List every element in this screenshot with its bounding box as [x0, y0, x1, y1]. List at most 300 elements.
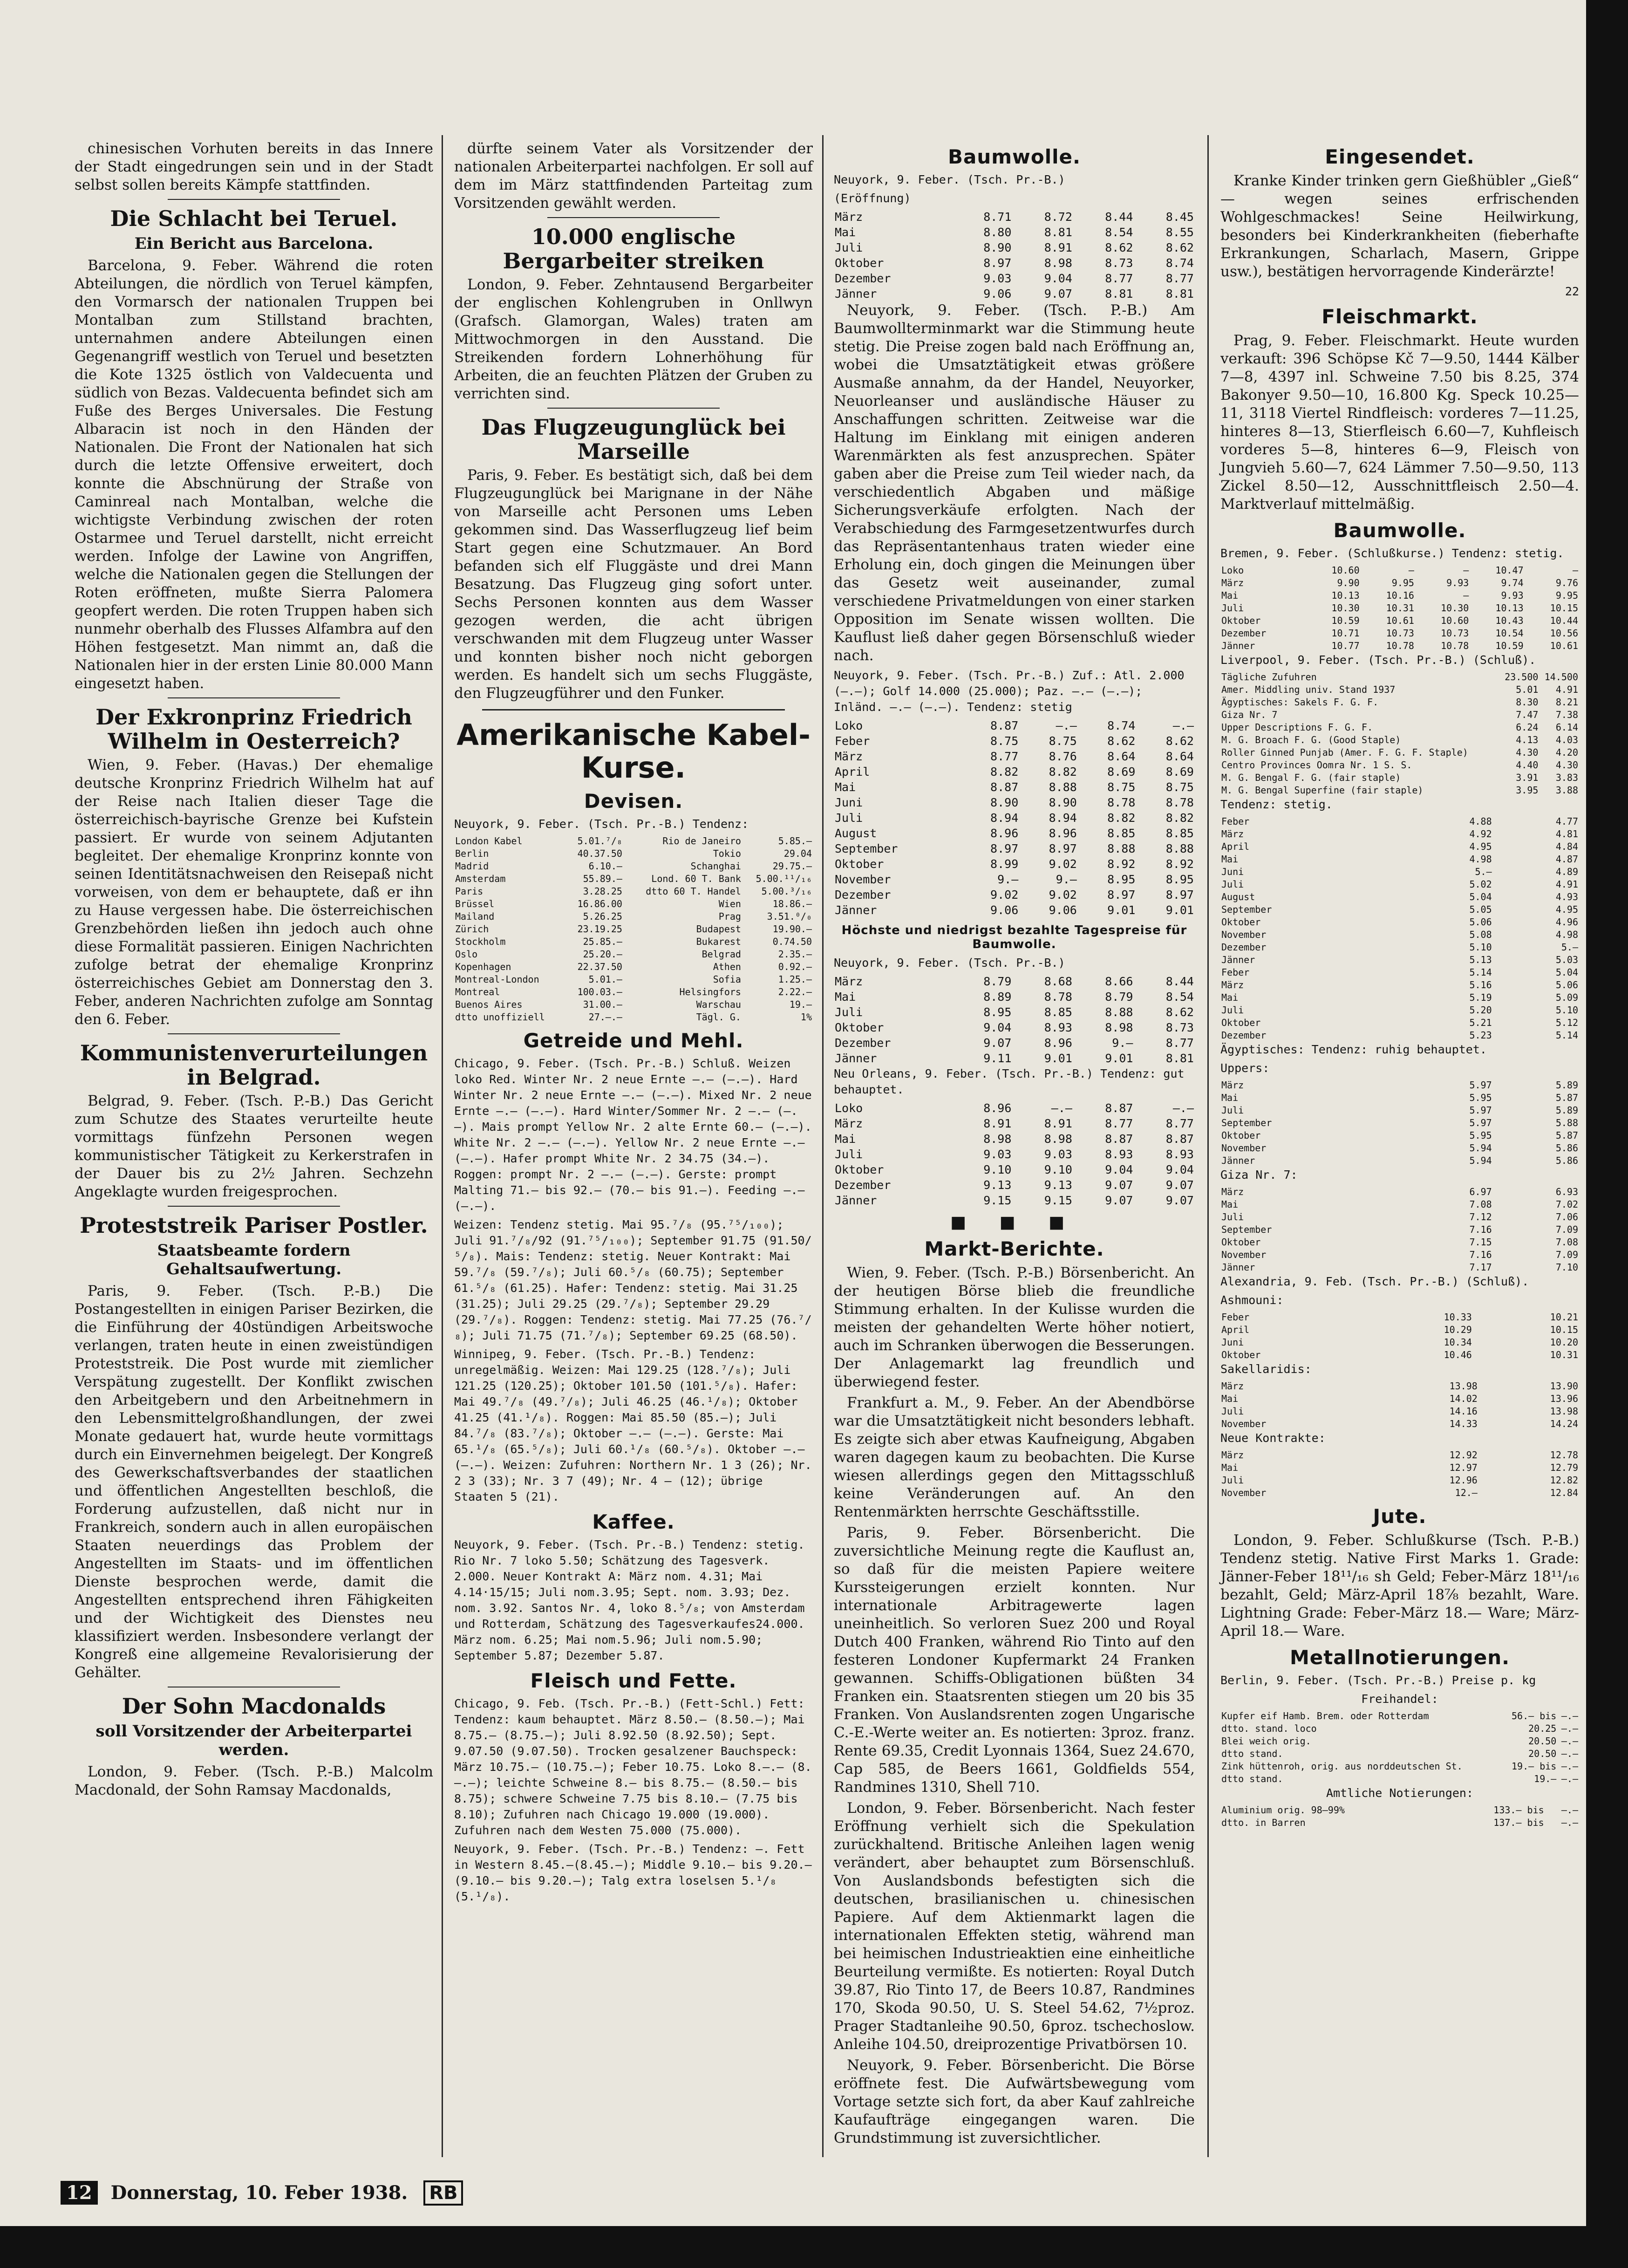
- table-row: [834, 810, 1195, 826]
- table-cell: 5.95: [1469, 1130, 1492, 1141]
- table-cell: 4.98: [1555, 929, 1578, 940]
- table-cell: Dezember: [1221, 1030, 1267, 1041]
- table-cell: 56.— bis: [1512, 1710, 1557, 1721]
- table-cell: 4.40: [1516, 759, 1539, 771]
- table-cell: 8.62: [1105, 241, 1133, 254]
- table-cell: —.—: [1561, 1761, 1578, 1772]
- table-cell: —.—: [1172, 1101, 1194, 1115]
- table-row: [1220, 1393, 1579, 1405]
- table-cell: 7.16: [1469, 1249, 1492, 1260]
- table-cell: 5.13: [1469, 954, 1492, 965]
- article-text: dürfte seinem Vater als Vorsitzender der nationalen Arbeiterpartei nachfolgen. Er soll auf dem im März stattfindenden Parteitag zum Vorsitzenden gewählt werden.: [454, 140, 813, 212]
- table-cell: 8.98: [1105, 1021, 1133, 1034]
- table-cell: Mai: [1221, 1199, 1239, 1210]
- table-cell: 5.89: [1555, 1105, 1578, 1116]
- table-cell: Dezember: [835, 272, 891, 285]
- table-cell: 8.94: [990, 811, 1019, 825]
- table-cell: 5.—: [1475, 866, 1492, 877]
- table-cell: 5.00.³/₁₆: [761, 886, 812, 897]
- table-cell: 9.06: [990, 903, 1019, 917]
- table-row: [1220, 878, 1579, 891]
- uppers-table: [1220, 1079, 1579, 1167]
- table-cell: 5.01.⁷/₈: [577, 835, 622, 847]
- section-subtitle: Devisen.: [584, 790, 683, 813]
- table-cell: 8.82: [990, 765, 1019, 779]
- table-cell: dtto. stand. loco: [1221, 1723, 1317, 1734]
- scan-border: [1586, 0, 1628, 2268]
- table-row: [834, 902, 1195, 918]
- neue-kontrakte-table: [1220, 1449, 1579, 1499]
- table-cell: 10.59: [1331, 615, 1360, 626]
- table-row: [1220, 1117, 1579, 1129]
- table-cell: 8.98: [1044, 256, 1072, 270]
- table-cell: 5.86: [1555, 1142, 1578, 1154]
- divider: [547, 217, 720, 218]
- table-cell: Stockholm: [455, 936, 506, 947]
- table-caption: Alexandria, 9. Feb. (Tsch. Pr.-B.) (Schluß).: [1220, 1275, 1529, 1288]
- table-cell: 7.12: [1469, 1211, 1492, 1223]
- table-row: [834, 795, 1195, 810]
- table-cell: 9.04: [1165, 1163, 1194, 1176]
- table-cell: 4.93: [1555, 891, 1578, 902]
- section-title: Amerikanische Kabel-Kurse.: [456, 718, 811, 785]
- table-row: [1220, 1817, 1579, 1829]
- table-cell: 8.81: [1044, 225, 1072, 239]
- article-text: Paris, 9. Feber. (Tsch. P.-B.) Die Postangestellten in einigen Pariser Bezirken, die die Einführung der 40stündigen Arbeitswoche verlangen, traten heute in einen zweistündigen Proteststreik. Die Post wurde mit ziemlicher Verspätung zugestellt. Der Konflikt zwischen den Arbeitgebern und den Arbeitnehmern in den Lebensmittelgroßhandlungen, der zwei Monate gedauert hat, wurde heute vormittags durch ein Einvernehmen beigelegt. Der Kongreß des Gewerkschaftsverbandes der staatlichen und öffentlichen Angestellten beschloß, die Forderung aufzustellen, daß nicht nur in Frankreich, sondern auch in allen europäischen Staaten neuerdings das Problem der Angestellten im Staats- und im öffentlichen Dienste besprochen werde, damit die Angestellten entsprechend ihren Fähigkeiten und der Wichtigkeit des Dienstes neu klassifiziert werden. Insbesondere verlangt der Kongreß eine allgemeine Revalorisierung der Gehälter.: [75, 1283, 433, 1681]
- table-cell: —: [1408, 565, 1414, 576]
- table-cell: 8.91: [983, 1117, 1012, 1130]
- table-cell: 4.13: [1516, 734, 1539, 745]
- table-cell: 8.85: [1165, 827, 1194, 840]
- table-cell: 8.55: [1165, 225, 1194, 239]
- table-cell: 10.77: [1331, 640, 1360, 651]
- table-cell: Juli: [1221, 1406, 1244, 1417]
- table-cell: Juli: [835, 1148, 863, 1161]
- headline: Das Flugzeugunglück bei Marseille: [481, 415, 786, 464]
- table-cell: 8.89: [983, 990, 1012, 1004]
- table-cell: Blei weich orig.: [1221, 1735, 1311, 1747]
- table-cell: Jänner: [835, 287, 877, 301]
- table-cell: Dezember: [1221, 942, 1267, 953]
- table-cell: März: [1221, 979, 1244, 991]
- table-cell: 10.30: [1331, 602, 1360, 614]
- table-cell: 9.07: [1105, 1194, 1133, 1207]
- table-cell: 19.—: [1534, 1773, 1557, 1784]
- table-cell: 9.95: [1555, 590, 1578, 601]
- table-cell: 2.35.—: [778, 949, 812, 960]
- table-cell: 9.06: [1049, 903, 1077, 917]
- table-cell: 5.95: [1469, 1092, 1492, 1103]
- table-cell: 9.—: [1056, 873, 1077, 886]
- table-row: [834, 974, 1195, 989]
- table-cell: 5.20: [1469, 1004, 1492, 1016]
- table-cell: dtto 60 T. Handel: [646, 886, 741, 897]
- table-cell: Bukarest: [696, 936, 741, 947]
- table-cell: 10.54: [1495, 628, 1524, 639]
- table-cell: 9.—: [1112, 1036, 1133, 1050]
- table-cell: —.—: [1561, 1735, 1578, 1747]
- devisen-table: [454, 835, 813, 1024]
- table-cell: 5.26.25: [583, 911, 622, 922]
- table-row: [1220, 784, 1579, 797]
- table-caption: Ägyptisches: Tendenz: ruhig behauptet.: [1220, 1043, 1487, 1056]
- table-cell: 5.14: [1469, 967, 1492, 978]
- table-row: [834, 1116, 1195, 1131]
- table-row: [1220, 1211, 1579, 1223]
- table-row: [834, 1100, 1195, 1116]
- table-cell: 4.92: [1469, 828, 1492, 840]
- table-cell: 10.73: [1441, 628, 1469, 639]
- table-row: [834, 1147, 1195, 1162]
- table-cell: März: [1221, 1186, 1244, 1197]
- table-caption: (Eröffnung): [834, 191, 911, 205]
- table-cell: 29.75.—: [772, 861, 812, 872]
- table-cell: 10.15: [1550, 602, 1578, 614]
- table-cell: 6.14: [1555, 722, 1578, 733]
- table-cell: 5.09: [1555, 992, 1578, 1003]
- section-title: Baumwolle.: [948, 145, 1081, 168]
- table-cell: 19.—: [789, 999, 812, 1010]
- headline: Proteststreik Pariser Postler.: [80, 1213, 428, 1238]
- table-cell: 9.01: [1165, 903, 1194, 917]
- table-cell: Juli: [1221, 1004, 1244, 1016]
- table-row: [834, 764, 1195, 779]
- subheadline: Staatsbeamte fordern Gehaltsaufwertung.: [157, 1241, 351, 1278]
- masthead-logo: RB: [423, 2180, 463, 2206]
- table-cell: 8.71: [983, 210, 1012, 224]
- headline: Kommunistenverurteilungen in Belgrad.: [80, 1040, 428, 1090]
- table-cell: 8.95: [983, 1005, 1012, 1019]
- divider: [168, 199, 340, 200]
- table-cell: 5.05: [1469, 904, 1492, 915]
- table-cell: 8.88: [1049, 780, 1077, 794]
- article-text: Barcelona, 9. Feber. Während die roten Abteilungen, die nördlich von Teruel kämpfen, den Vormarsch der nationalen Truppen bei Montalban zum Stillstand brachten, unternahmen andere Abteilungen einen Gegenangriff westlich von Teruel und besetzten die Kote 1325 östlich von Valdecuenta und südlich von Bezas. Valdecuenta befindet sich am Fuße des Berges Universales. Die Festung Albaracin ist noch in den Händen der Nationalen. Die Front der Nationalen hat sich durch die letzte Offensive erweitert, doch konnte die Abschnürung der Straße von Caminreal nach Montalban, welche die wichtigste Verbindung zwischen der roten Ostarmee und Teruel darstellt, nicht erreicht werden. Infolge der Lawine von Angriffen, welche die Nationalen gegen die Stellungen der Roten eröffneten, mußte Sierra Palomera geopfert werden. Die roten Truppen haben sich nunmehr oberhalb des Flusses Alfambra auf den Höhen festgesetzt. Man nimmt an, daß die Nationalen hier in der ersten Linie 80.000 Mann eingesetzt haben.: [75, 257, 433, 692]
- table-cell: 5.88: [1555, 1117, 1578, 1128]
- table-row: [454, 860, 813, 873]
- table-cell: Amer. Middling univ. Stand 1937: [1221, 684, 1396, 695]
- table-cell: Centro Provinces Oomra Nr. 1 S. S.: [1221, 759, 1412, 771]
- table-cell: März: [835, 975, 863, 988]
- table-cell: 4.91: [1555, 684, 1578, 695]
- table-cell: 4.95: [1555, 904, 1578, 915]
- table-cell: 4.81: [1555, 828, 1578, 840]
- table-row: [454, 986, 813, 998]
- table-cell: 9.07: [1105, 1178, 1133, 1192]
- table-cell: 8.54: [1105, 225, 1133, 239]
- table-row: [834, 1051, 1195, 1066]
- table-cell: 8.98: [1044, 1132, 1072, 1146]
- market-text: Neuyork, 9. Feber. (Tsch. Pr.-B.) Tendenz: —. Fett in Western 8.45.—(8.45.—); Middle 9.10.— bis 9.20.— (9.10.— bis 9.20.—); Talg extra loselsen 5.¹/₈ (5.¹/₈).: [454, 1842, 812, 1903]
- table-row: [1220, 815, 1579, 828]
- table-cell: Oktober: [1221, 1236, 1261, 1248]
- table-cell: 9.15: [983, 1194, 1012, 1207]
- table-cell: 8.97: [983, 256, 1012, 270]
- table-cell: Tägliche Zufuhren: [1221, 671, 1317, 683]
- table-cell: Juli: [1221, 1105, 1244, 1116]
- table-cell: 8.87: [1105, 1101, 1133, 1115]
- divider: [482, 709, 785, 710]
- table-cell: 10.15: [1550, 1324, 1578, 1335]
- table-cell: 5.08: [1469, 929, 1492, 940]
- table-cell: Mai: [1221, 590, 1239, 601]
- table-row: [1220, 903, 1579, 916]
- table-cell: 6.93: [1555, 1186, 1578, 1197]
- table-cell: Rio de Janeiro: [662, 835, 741, 847]
- table-cell: 8.95: [1107, 873, 1136, 886]
- table-cell: Schanghai: [690, 861, 741, 872]
- table-cell: 10.78: [1441, 640, 1469, 651]
- table-cell: 8.91: [1044, 241, 1072, 254]
- table-caption: Neuyork, 9. Feber. (Tsch. Pr.-B.) Tendenz:: [454, 817, 749, 831]
- table-cell: 8.69: [1165, 765, 1194, 779]
- table-cell: Tokio: [713, 848, 741, 859]
- table-cell: 8.69: [1107, 765, 1136, 779]
- market-report: Neuyork, 9. Feber. Börsenbericht. Die Börse eröffnete fest. Die Aufwärtsbewegung vom Vortage setzte sich fort, da aber Kauf zahlreiche Kaufaufträge eingegangen waren. Die Grundstimmung ist zuversichtlicher.: [834, 2057, 1195, 2146]
- table-row: [1220, 1418, 1579, 1430]
- table-cell: 9.10: [983, 1163, 1012, 1176]
- table-cell: 19.90.—: [772, 923, 812, 935]
- table-cell: 7.08: [1469, 1199, 1492, 1210]
- table-cell: 8.93: [1044, 1021, 1072, 1034]
- table-cell: 4.91: [1555, 879, 1578, 890]
- table-cell: Aluminium orig. 98—99%: [1221, 1804, 1345, 1816]
- table-row: [1220, 1722, 1579, 1735]
- table-cell: Loko: [1221, 565, 1244, 576]
- table-cell: 7.02: [1555, 1199, 1578, 1210]
- table-cell: 5.06: [1555, 979, 1578, 991]
- table-cell: 10.73: [1386, 628, 1414, 639]
- table-cell: 9.—: [997, 873, 1019, 886]
- table-row: [1220, 1017, 1579, 1029]
- headline: Der Exkronprinz Friedrich Wilhelm in Oesterreich?: [95, 704, 412, 754]
- table-cell: 8.97: [1107, 888, 1136, 902]
- table-row: [1220, 627, 1579, 640]
- table-cell: September: [1221, 1117, 1272, 1128]
- table-cell: 8.91: [1044, 1117, 1072, 1130]
- table-cell: 5.85.—: [778, 835, 812, 847]
- table-cell: 8.74: [1165, 256, 1194, 270]
- table-cell: 10.13: [1331, 590, 1360, 601]
- table-row: [1220, 1773, 1579, 1785]
- table-row: [834, 779, 1195, 795]
- table-cell: Jänner: [1221, 1155, 1255, 1166]
- section-subtitle: Getreide und Mehl.: [523, 1029, 744, 1052]
- table-cell: 8.62: [1107, 734, 1136, 748]
- table-cell: —.—: [1561, 1804, 1578, 1816]
- table-cell: 23.19.25: [577, 923, 622, 935]
- table-cell: 8.88: [1107, 842, 1136, 855]
- section-title: Eingesendet.: [1325, 145, 1475, 168]
- new-orleans-table: [834, 1100, 1195, 1208]
- table-row: [1220, 840, 1579, 853]
- table-cell: 27.—.—: [588, 1011, 622, 1023]
- table-cell: 16.86.00: [577, 898, 622, 909]
- table-row: [834, 255, 1195, 271]
- table-cell: 8.93: [1165, 1148, 1194, 1161]
- table-row: [1220, 1710, 1579, 1722]
- table-cell: 13.96: [1550, 1393, 1578, 1404]
- table-row: [1220, 1129, 1579, 1142]
- table-row: [1220, 721, 1579, 734]
- table-cell: 1.25.—: [778, 974, 812, 985]
- table-cell: Feber: [835, 734, 870, 748]
- table-cell: Paris: [455, 886, 484, 897]
- table-cell: Dezember: [835, 1178, 891, 1192]
- table-cell: 5.94: [1469, 1142, 1492, 1154]
- market-report: London, 9. Feber. Börsenbericht. Nach fester Eröffnung verhielt sich die Spekulation zurückhaltend. Britische Anleihen lagen wenig verändert, aber behauptet zum Börsenschluß. Von Auslandsbonds befestigten sich die deutschen, brasilianischen u. chinesischen Papiere. Auf dem Aktienmarkt lagen die internationalen Effekten stetig, während man bei heimischen Industrieaktien eine einheitliche Beurteilung vermißte. Es notierten: Royal Dutch 39.87, Rio Tinto 17, de Beers 10.87, Randmines 170, Skoda 90.50, U. S. Steel 54.62, 7½proz. Prager Stadtanleihe 90.50, 6proz. tschechoslow. Anleihe 104.50, dreiprozentige Privatbörsen 10.: [834, 1800, 1195, 2053]
- market-text: Neuyork, 9. Feber. (Tsch. Pr.-B.) Zuf.: Atl. 2.000 (—.—); Golf 14.000 (25.000); Paz. —.— (—.—); Inländ. —.— (—.—). Tendenz: stetig: [834, 669, 1185, 714]
- table-row: [834, 240, 1195, 255]
- table-row: [1220, 828, 1579, 840]
- table-cell: 4.20: [1555, 747, 1578, 758]
- table-cell: 8.87: [990, 780, 1019, 794]
- table-cell: 8.73: [1165, 1021, 1194, 1034]
- section-subtitle: Fleisch und Fette.: [530, 1669, 737, 1692]
- table-cell: 12.84: [1550, 1487, 1578, 1498]
- table-row: [1220, 1092, 1579, 1104]
- market-report: London, 9. Feber. Schlußkurse (Tsch. P.-B.) Tendenz stetig. Native First Marks 1. Grade: Jänner-Feber 18¹¹/₁₆ sh Geld; Feber-März 18¹¹/₁₆ bezahlt, Geld; März-April 18⅞ bezahlt, Ware. Lightning Grade: Feber-März 18.— Ware; März-April 18.— Ware.: [1220, 1532, 1579, 1640]
- metal-official-table: [1220, 1804, 1579, 1829]
- table-cell: —: [1463, 565, 1469, 576]
- market-report: Wien, 9. Feber. (Tsch. P.-B.) Börsenbericht. An der heutigen Börse blieb die freundliche Stimmung erhalten. In der Kulisse wurden die meisten der gehandelten Werte höher notiert, auch im Schranken überwogen die Besserungen. Der Anlagemarkt lag freundlich und überwiegend fester.: [834, 1264, 1195, 1390]
- table-cell: 5.19: [1469, 992, 1492, 1003]
- table-cell: November: [1221, 1487, 1267, 1498]
- table-cell: 10.46: [1444, 1349, 1472, 1360]
- table-cell: 8.88: [1165, 842, 1194, 855]
- table-cell: 10.29: [1444, 1324, 1472, 1335]
- table-cell: 8.68: [1044, 975, 1072, 988]
- table-cell: 8.90: [983, 241, 1012, 254]
- table-cell: 10.20: [1550, 1337, 1578, 1348]
- table-cell: 8.79: [1105, 990, 1133, 1004]
- table-cell: Roller Ginned Punjab (Amer. F. G. F. Staple): [1221, 747, 1468, 758]
- table-cell: 5.23: [1469, 1030, 1492, 1041]
- table-row: [1220, 602, 1579, 615]
- table-caption: Neuyork, 9. Feber. (Tsch. Pr.-B.): [834, 173, 1065, 186]
- table-cell: 5.01.—: [588, 974, 622, 985]
- market-report: Neuyork, 9. Feber. (Tsch. P.-B.) Am Baumwollterminmarkt war die Stimmung heute stetig. Die Preise zogen bald nach Eröffnung an, wobei die Umsatztätigkeit etwas größere Ausmaße annahm, da der Handel, Neuyorker, Neuorleanser und ausländische Häuser zu Anschaffungen schritten. Zeitweise war die Haltung im Einklang mit einigen anderen Warenmärkten als fest anzusprechen. Später gaben aber die Preise zum Teil wieder nach, da verschiedentlich Abgaben und mäßige Sicherungsverkäufe erfolgten. Nach der Verabschiedung des Farmgesetzentwurfes durch das Repräsentantenhaus traten wieder eine Erholung ein, doch gingen die Meinungen über das Gesetz weit auseinander, zumal verschiedene Privatmeldungen von einer starken Opposition im Senate wissen wollten. Die Kauflust ließ daher gegen Börsenschluß wieder nach.: [834, 302, 1195, 664]
- table-cell: 9.03: [983, 272, 1012, 285]
- table-cell: September: [1221, 1224, 1272, 1235]
- table-cell: 3.91: [1516, 772, 1539, 783]
- table-cell: 10.31: [1550, 1349, 1578, 1360]
- table-cell: Juli: [1221, 1475, 1244, 1486]
- table-caption: Giza Nr. 7:: [1220, 1168, 1298, 1182]
- table-cell: 10.61: [1386, 615, 1414, 626]
- table-cell: Jänner: [1221, 640, 1255, 651]
- section-title: Metallnotierungen.: [1289, 1646, 1510, 1669]
- table-cell: Amsterdam: [455, 873, 506, 884]
- table-cell: Madrid: [455, 861, 489, 872]
- table-cell: 8.82: [1107, 811, 1136, 825]
- table-cell: 5.04: [1555, 967, 1578, 978]
- table-cell: 4.89: [1555, 866, 1578, 877]
- table-cell: 8.75: [1107, 780, 1136, 794]
- table-cell: 10.16: [1386, 590, 1414, 601]
- table-row: [1220, 1487, 1579, 1499]
- table-cell: 10.78: [1386, 640, 1414, 651]
- table-cell: 9.07: [1165, 1194, 1194, 1207]
- table-cell: 8.96: [990, 827, 1019, 840]
- table-cell: 9.93: [1501, 590, 1524, 601]
- table-caption: Neuyork, 9. Feber. (Tsch. Pr.-B.): [834, 956, 1065, 970]
- table-row: [1220, 671, 1579, 683]
- table-cell: Oktober: [1221, 1130, 1261, 1141]
- section-title: Markt-Berichte.: [924, 1237, 1104, 1260]
- sakel-table: [1220, 1380, 1579, 1430]
- divider: [168, 697, 340, 698]
- table-cell: Belgrad: [702, 949, 741, 960]
- table-cell: 10.33: [1444, 1312, 1472, 1323]
- table-row: [834, 1004, 1195, 1020]
- table-row: [1220, 1324, 1579, 1336]
- table-cell: 5.01: [1516, 684, 1539, 695]
- table-cell: 10.59: [1495, 640, 1524, 651]
- table-row: [1220, 1462, 1579, 1474]
- table-cell: 8.77: [1165, 1036, 1194, 1050]
- table-cell: 5.97: [1469, 1079, 1492, 1091]
- table-cell: 8.74: [1107, 719, 1136, 732]
- table-cell: 1%: [800, 1011, 812, 1023]
- table-row: [1220, 1449, 1579, 1462]
- table-row: [1220, 746, 1579, 759]
- table-row: [834, 749, 1195, 764]
- table-cell: 7.16: [1469, 1224, 1492, 1235]
- table-cell: 25.20.—: [583, 949, 622, 960]
- table-cell: 14.16: [1449, 1406, 1478, 1417]
- liverpool-months-table: [1220, 815, 1579, 1042]
- table-cell: Juni: [1221, 866, 1244, 877]
- article-text: London, 9. Feber. (Tsch. P.-B.) Malcolm Macdonald, der Sohn Ramsay Macdonalds,: [75, 1763, 433, 1798]
- table-row: [454, 910, 813, 923]
- table-row: [1220, 979, 1579, 991]
- table-cell: 10.44: [1550, 615, 1578, 626]
- table-cell: 13.98: [1449, 1380, 1478, 1392]
- table-cell: 29.04: [783, 848, 812, 859]
- table-cell: Lond. 60 T. Bank: [651, 873, 741, 884]
- table-cell: 8.75: [990, 734, 1019, 748]
- cotton-futures-table: [834, 718, 1195, 918]
- table-cell: 19.— bis: [1512, 1761, 1557, 1772]
- table-cell: 8.72: [1044, 210, 1072, 224]
- separator-dots: ■ ■ ■: [950, 1213, 1078, 1232]
- table-cell: 5.87: [1555, 1092, 1578, 1103]
- table-cell: 55.89.—: [583, 873, 622, 884]
- section-subtitle: Kaffee.: [592, 1510, 675, 1533]
- table-row: [454, 898, 813, 910]
- table-row: [1220, 615, 1579, 627]
- column-1: [75, 140, 433, 1802]
- table-cell: 7.15: [1469, 1236, 1492, 1248]
- table-row: [1220, 709, 1579, 721]
- table-cell: Loko: [835, 1101, 863, 1115]
- subheadline: soll Vorsitzender der Arbeiterpartei werden.: [95, 1722, 412, 1759]
- table-cell: 8.82: [1165, 811, 1194, 825]
- article-text: chinesischen Vorhuten bereits in das Innere der Stadt eingedrungen sein und in der Stadt selbst sollen bereits Kämpfe stattfinden.: [75, 140, 433, 193]
- table-cell: —: [1463, 590, 1469, 601]
- table-caption: Liverpool, 9. Feber. (Tsch. Pr.-B.) (Schluß).: [1220, 653, 1536, 667]
- table-cell: Jänner: [835, 903, 877, 917]
- table-cell: 5.94: [1469, 1155, 1492, 1166]
- table-cell: 14.24: [1550, 1418, 1578, 1429]
- table-cell: 8.97: [990, 842, 1019, 855]
- table-row: [1220, 1311, 1579, 1324]
- table-cell: 4.96: [1555, 916, 1578, 928]
- table-cell: 5.10: [1555, 1004, 1578, 1016]
- table-cell: 9.01: [1107, 903, 1136, 917]
- table-row: [1220, 696, 1579, 709]
- table-cell: Sofia: [713, 974, 741, 985]
